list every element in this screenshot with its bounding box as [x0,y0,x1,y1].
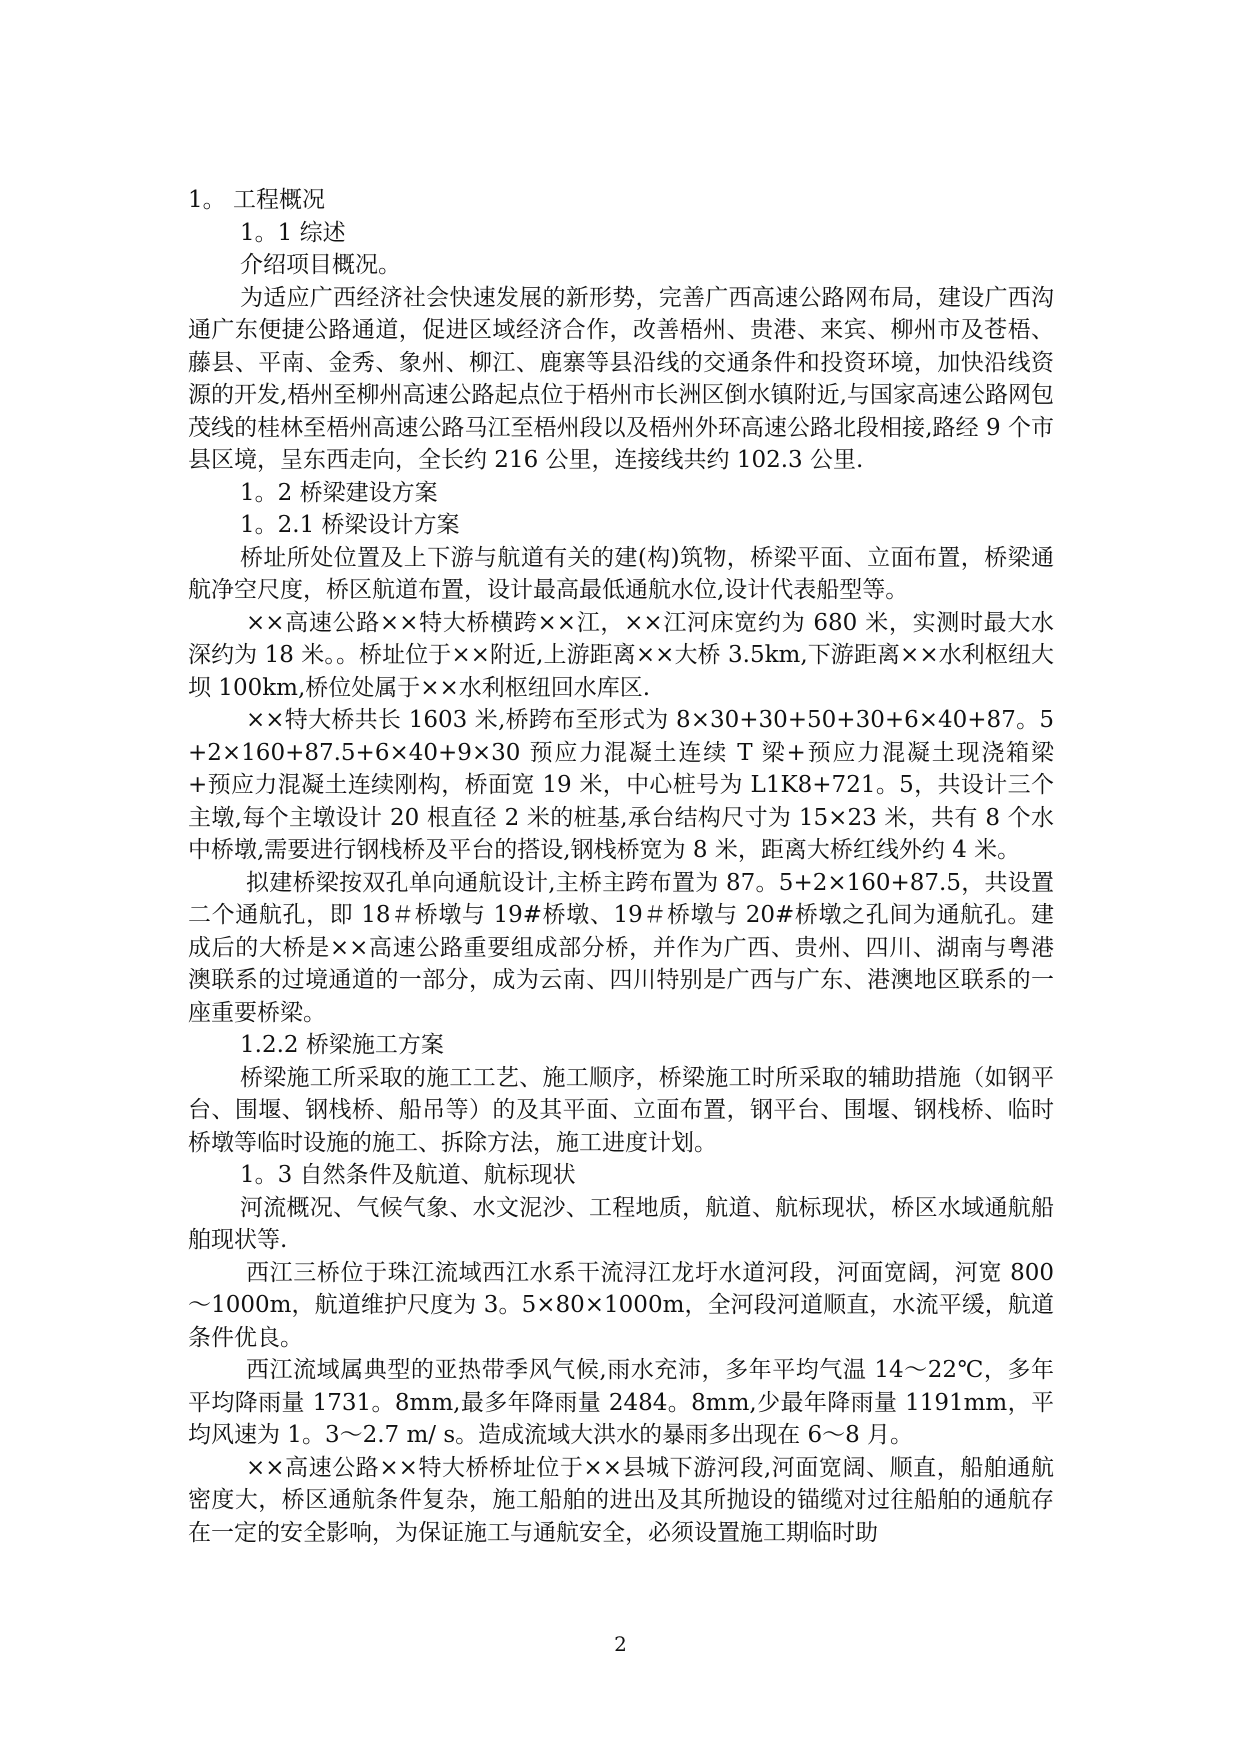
section-heading-1: 1。 工程概况 [188,187,325,213]
section-heading-1-1: 1。1 综述 [240,219,346,246]
section-intro-label: 介绍项目概况。 [240,252,401,278]
paragraph-navigation-safety: ××高速公路××特大桥桥址位于××县城下游河段,河面宽阔、顺直，船舶通航密度大，桥区通航条件复杂，施工船舶的进出及其所抛设的锚缆对过往船舶的通航存在一定的安全影响，为保证施工与通航安全，必须设置施工期临时助 [188,1454,1054,1546]
section-heading-1-2-1: 1。2.1 桥梁设计方案 [240,512,460,538]
paragraph-navigation-design: 拟建桥梁按双孔单向通航设计,主桥主跨布置为 87。5+2×160+87.5，共设置二个通航孔，即 18＃桥墩与 19#桥墩、19＃桥墩与 20#桥墩之孔间为通航孔。建成后的大桥是××高速公路重要组成部分桥，并作为广西、贵州、四川、湖南与粤港澳联系的过境通道的一部分，成为云南、四川特别是广西与广东、港澳地区联系的一座重要桥梁。 [188,869,1054,1026]
paragraph-bridge-design-scope: 桥址所处位置及上下游与航道有关的建(构)筑物，桥梁平面、立面布置，桥梁通航净空尺度，桥区航道布置，设计最高最低通航水位,设计代表船型等。 [188,544,1054,603]
section-heading-1-2: 1。2 桥梁建设方案 [240,479,438,506]
page-number: 2 [614,1632,627,1656]
paragraph-bridge-site: ××高速公路××特大桥横跨××江，××江河床宽约为 680 米，实测时最大水深约为 18 米。。桥址位于××附近,上游距离××大桥 3.5km,下游距离××水利枢纽大坝 100km,桥位处属于××水利枢纽回水库区. [188,609,1054,701]
paragraph-construction-scope: 桥梁施工所采取的施工工艺、施工顺序，桥梁施工时所采取的辅助措施（如钢平台、围堰、钢栈桥、船吊等）的及其平面、立面布置，钢平台、围堰、钢栈桥、临时桥墩等临时设施的施工、拆除方法，施工进度计划。 [188,1064,1054,1156]
paragraph-bridge-structure: ××特大桥共长 1603 米,桥跨布至形式为 8×30+30+50+30+6×40+87。5+2×160+87.5+6×40+9×30 预应力混凝土连续 T 梁+预应力混凝土现浇箱梁+预应力混凝土连续刚构，桥面宽 19 米，中心桩号为 L1K8+721。5，共设计三个主墩,每个主墩设计 20 根直径 2 米的桩基,承台结构尺寸为 15×23 米，共有 8 个水中桥墩,需要进行钢栈桥及平台的搭设,钢栈桥宽为 8 米，距离大桥红线外约 4 米。 [188,707,1054,863]
paragraph-climate: 西江流域属典型的亚热带季风气候,雨水充沛，多年平均气温 14～22℃，多年平均降雨量 1731。8mm,最多年降雨量 2484。8mm,少最年降雨量 1191mm，平均风速为 1。3～2.7 m/ s。造成流域大洪水的暴雨多出现在 6～8 月。 [188,1357,1054,1448]
paragraph-project-overview: 为适应广西经济社会快速发展的新形势，完善广西高速公路网布局，建设广西沟通广东便捷公路通道，促进区域经济合作，改善梧州、贵港、来宾、柳州市及苍梧、藤县、平南、金秀、象州、柳江、鹿寨等县沿线的交通条件和投资环境，加快沿线资源的开发,梧州至柳州高速公路起点位于梧州市长洲区倒水镇附近,与国家高速公路网包茂线的桂林至梧州高速公路马江至梧州段以及梧州外环高速公路北段相接,路经 9 个市县区境，呈东西走向，全长约 216 公里，连接线共约 102.3 公里. [188,284,1054,473]
paragraph-river-description: 西江三桥位于珠江流域西江水系干流浔江龙圩水道河段，河面宽阔，河宽 800～1000m，航道维护尺度为 3。5×80×1000m，全河段河道顺直，水流平缓，航道条件优良。 [188,1259,1054,1351]
paragraph-natural-conditions-scope: 河流概况、气候气象、水文泥沙、工程地质，航道、航标现状，桥区水域通航船舶现状等. [188,1194,1054,1253]
document-body [188,184,1054,1549]
section-heading-1-3: 1。3 自然条件及航道、航标现状 [240,1162,576,1188]
section-heading-1-2-2: 1.2.2 桥梁施工方案 [240,1032,444,1058]
